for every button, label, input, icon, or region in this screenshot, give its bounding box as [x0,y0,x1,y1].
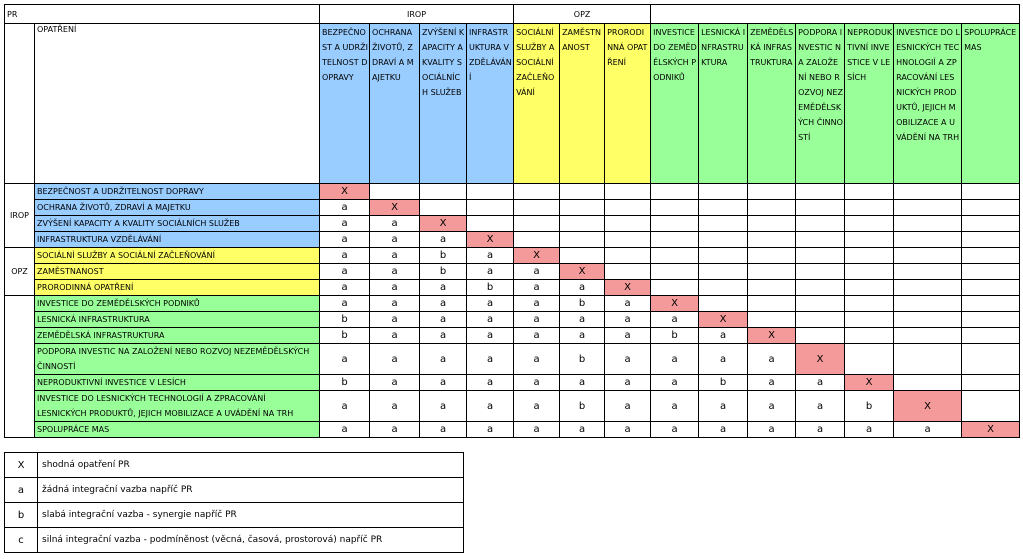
matrix-cell [651,184,699,200]
legend-row [5,478,464,503]
matrix-cell [796,232,845,248]
matrix-cell [605,216,651,232]
column-header: INFRASTRUKTURA VZDĚLÁVÁNÍ [467,24,514,184]
table-row [5,232,1020,248]
matrix-cell: a [796,375,845,391]
matrix-cell: a [651,391,699,422]
matrix-cell: a [320,200,370,216]
matrix-cell: a [420,280,467,296]
matrix-cell [796,296,845,312]
matrix-cell: a [320,296,370,312]
table-row [5,200,1020,216]
matrix-cell: b [420,248,467,264]
legend-symbol: a [5,478,38,503]
column-header: PRORODINNÁ OPATŘENÍ [605,24,651,184]
legend-row [5,503,464,528]
legend-symbol: b [5,503,38,528]
matrix-cell: b [320,312,370,328]
group-header [651,5,1020,24]
matrix-cell [796,184,845,200]
matrix-cell [699,232,748,248]
row-label: INVESTICE DO LESNICKÝCH TECHNOLOGIÍ A ZPRACOVÁNÍ LESNICKÝCH PRODUKTŮ, JEJICH MOBILIZACE A UVÁDĚNÍ NA TRH [35,391,320,422]
matrix-cell: a [514,328,560,344]
legend-text: žádná integrační vazba napříč PR [38,478,464,503]
matrix-cell [651,216,699,232]
matrix-cell [845,200,894,216]
legend-row [5,528,464,553]
matrix-cell [651,200,699,216]
matrix-cell: a [651,375,699,391]
matrix-cell: a [514,391,560,422]
matrix-cell [845,312,894,328]
matrix-cell: a [320,280,370,296]
table-row [5,422,1020,438]
matrix-cell: b [560,344,605,375]
matrix-cell: a [651,422,699,438]
matrix-cell [894,248,962,264]
matrix-cell [514,232,560,248]
matrix-cell: a [420,296,467,312]
matrix-cell: a [370,232,420,248]
matrix-cell [796,264,845,280]
table-row [5,344,1020,375]
matrix-cell: a [651,344,699,375]
matrix-cell: a [467,344,514,375]
matrix-cell: a [467,391,514,422]
row-label: ZAMĚSTNANOST [35,264,320,280]
matrix-cell: a [370,280,420,296]
matrix-cell: a [560,280,605,296]
column-header: ZVÝŠENÍ KAPACITY A KVALITY SOCIÁLNÍCH SLUŽEB [420,24,467,184]
matrix-cell: a [370,264,420,280]
matrix-cell: a [699,344,748,375]
matrix-cell [467,184,514,200]
matrix-cell [962,296,1020,312]
matrix-cell [560,248,605,264]
matrix-cell: a [605,391,651,422]
matrix-cell [894,344,962,375]
matrix-cell: a [560,422,605,438]
matrix-cell [894,280,962,296]
row-group-label: OPZ [5,248,35,296]
matrix-cell [748,296,796,312]
legend-table [4,452,464,553]
matrix-cell: a [699,328,748,344]
matrix-cell: a [748,391,796,422]
matrix-cell [894,296,962,312]
matrix-cell [467,216,514,232]
table-row [5,184,1020,200]
matrix-cell [514,184,560,200]
matrix-cell: a [748,344,796,375]
matrix-cell [651,264,699,280]
matrix-cell: a [605,344,651,375]
matrix-cell: a [467,296,514,312]
matrix-cell: a [370,422,420,438]
matrix-cell: a [605,422,651,438]
matrix-cell: a [560,328,605,344]
matrix-cell [514,200,560,216]
matrix-cell [962,344,1020,375]
matrix-cell: a [514,296,560,312]
matrix-cell [962,248,1020,264]
matrix-cell: b [560,296,605,312]
matrix-cell: a [467,422,514,438]
table-row [5,312,1020,328]
matrix-cell [420,200,467,216]
matrix-cell: a [420,328,467,344]
group-header: OPZ [514,5,651,24]
column-header: ZEMĚDĚLSKÁ INFRASTRUKTURA [748,24,796,184]
matrix-cell: X [699,312,748,328]
matrix-cell: a [605,328,651,344]
row-label: PRORODINNÁ OPATŘENÍ [35,280,320,296]
legend-symbol: c [5,528,38,553]
matrix-cell: a [514,344,560,375]
matrix-cell [605,264,651,280]
matrix-cell: a [320,391,370,422]
matrix-cell: a [320,232,370,248]
matrix-cell [748,200,796,216]
matrix-cell [748,248,796,264]
column-header: NEPRODUKTIVNÍ INVESTICE V LESÍCH [845,24,894,184]
matrix-cell: X [962,422,1020,438]
matrix-cell [370,184,420,200]
matrix-cell: a [467,248,514,264]
matrix-cell: a [605,312,651,328]
matrix-cell [467,200,514,216]
matrix-cell [699,216,748,232]
matrix-cell [748,312,796,328]
table-row [5,248,1020,264]
matrix-cell [748,280,796,296]
matrix-cell [651,248,699,264]
matrix-cell: a [748,375,796,391]
matrix-cell [894,264,962,280]
matrix-cell [796,312,845,328]
row-label: NEPRODUKTIVNÍ INVESTICE V LESÍCH [35,375,320,391]
matrix-cell: a [845,422,894,438]
row-label: INVESTICE DO ZEMĚDĚLSKÝCH PODNIKŮ [35,296,320,312]
matrix-cell: a [420,422,467,438]
matrix-cell [962,312,1020,328]
matrix-cell [605,232,651,248]
matrix-cell: a [320,422,370,438]
matrix-cell: a [420,312,467,328]
row-label: SOCIÁLNÍ SLUŽBY A SOCIÁLNÍ ZAČLEŇOVÁNÍ [35,248,320,264]
matrix-cell [962,216,1020,232]
matrix-cell [514,216,560,232]
matrix-cell [845,248,894,264]
matrix-cell: a [370,248,420,264]
matrix-cell [560,216,605,232]
matrix-cell: b [560,391,605,422]
matrix-cell: X [560,264,605,280]
matrix-cell: X [894,391,962,422]
matrix-cell: X [320,184,370,200]
matrix-cell: a [370,328,420,344]
matrix-cell [651,232,699,248]
matrix-cell [796,328,845,344]
column-header: LESNICKÁ INFRASTRUKTURA [699,24,748,184]
matrix-cell: a [320,264,370,280]
matrix-cell: a [796,422,845,438]
matrix-cell [894,328,962,344]
row-label: SPOLUPRÁCE MAS [35,422,320,438]
matrix-cell [796,280,845,296]
column-header: SOCIÁLNÍ SLUŽBY A SOCIÁLNÍ ZAČLEŇOVÁNÍ [514,24,560,184]
matrix-cell: b [467,280,514,296]
matrix-cell [962,391,1020,422]
table-row [5,328,1020,344]
matrix-cell: a [514,264,560,280]
matrix-cell [748,216,796,232]
matrix-cell [894,184,962,200]
table-row [5,280,1020,296]
matrix-cell [605,248,651,264]
matrix-cell: X [748,328,796,344]
matrix-cell: a [370,312,420,328]
matrix-cell [962,375,1020,391]
column-header: BEZPEČNOST A UDRŽITELNOST DOPRAVY [320,24,370,184]
matrix-cell [699,264,748,280]
matrix-cell: b [420,264,467,280]
matrix-cell: b [845,391,894,422]
matrix-cell: a [560,312,605,328]
table-row [5,296,1020,312]
matrix-cell [699,248,748,264]
matrix-cell [894,216,962,232]
matrix-cell: a [370,391,420,422]
pr-header-blank [5,24,35,184]
matrix-cell [962,280,1020,296]
matrix-cell: a [605,375,651,391]
matrix-cell [894,232,962,248]
matrix-cell [962,184,1020,200]
matrix-cell: b [320,375,370,391]
matrix-cell [605,184,651,200]
matrix-cell: a [467,328,514,344]
column-header: PODPORA INVESTIC NA ZALOŽENÍ NEBO ROZVOJ NEZEMĚDĚLSKÝCH ČINNOSTÍ [796,24,845,184]
matrix-cell [962,200,1020,216]
group-header: IROP [320,5,514,24]
row-label: ZEMĚDĚLSKÁ INFRASTRUKTURA [35,328,320,344]
matrix-cell [651,280,699,296]
matrix-cell [560,184,605,200]
table-row [5,391,1020,422]
pr-header: PR [5,5,320,24]
row-label: PODPORA INVESTIC NA ZALOŽENÍ NEBO ROZVOJ NEZEMĚDĚLSKÝCH ČINNOSTÍ [35,344,320,375]
matrix-cell: b [651,328,699,344]
column-header: ZAMĚSTNANOST [560,24,605,184]
matrix-cell [748,184,796,200]
matrix-cell [845,344,894,375]
matrix-cell: a [894,422,962,438]
matrix-cell: a [370,344,420,375]
matrix-cell [962,328,1020,344]
matrix-cell [748,264,796,280]
matrix-cell: a [514,422,560,438]
matrix-cell: a [699,422,748,438]
matrix-cell: a [320,248,370,264]
matrix-cell: a [796,391,845,422]
matrix-cell [845,216,894,232]
matrix-cell: X [420,216,467,232]
legend-row [5,453,464,478]
matrix-cell [845,232,894,248]
matrix-cell: a [467,375,514,391]
legend-text: silná integrační vazba - podmíněnost (věcná, časová, prostorová) napříč PR [38,528,464,553]
row-group-label [5,296,35,438]
matrix-cell [894,312,962,328]
matrix-cell: a [560,375,605,391]
matrix-cell: a [420,232,467,248]
matrix-cell [560,232,605,248]
matrix-cell: a [514,375,560,391]
matrix-cell [845,296,894,312]
matrix-cell: a [467,312,514,328]
matrix-cell [845,328,894,344]
table-row [5,264,1020,280]
matrix-cell [796,200,845,216]
matrix-cell: b [699,375,748,391]
matrix-cell: X [514,248,560,264]
matrix-cell: a [467,264,514,280]
matrix-cell [845,264,894,280]
matrix-cell [748,232,796,248]
matrix-cell [796,248,845,264]
column-header: OCHRANA ŽIVOTŮ, ZDRAVÍ A MAJETKU [370,24,420,184]
matrix-cell [699,280,748,296]
matrix-cell: a [420,391,467,422]
matrix-cell: a [420,375,467,391]
matrix-cell: X [370,200,420,216]
matrix-cell: a [370,375,420,391]
matrix-cell: X [651,296,699,312]
matrix-cell [962,264,1020,280]
table-row [5,375,1020,391]
matrix-cell: b [320,328,370,344]
row-label: ZVÝŠENÍ KAPACITY A KVALITY SOCIÁLNÍCH SLUŽEB [35,216,320,232]
matrix-cell: X [796,344,845,375]
matrix-cell: a [514,312,560,328]
row-label: BEZPEČNOST A UDRŽITELNOST DOPRAVY [35,184,320,200]
matrix-cell [845,184,894,200]
matrix-cell [894,200,962,216]
column-header: INVESTICE DO ZEMĚDĚLSKÝCH PODNIKŮ [651,24,699,184]
table-row [5,216,1020,232]
matrix-cell: a [420,344,467,375]
matrix-cell: X [467,232,514,248]
matrix-cell: a [605,296,651,312]
matrix-cell [796,216,845,232]
matrix-cell [962,232,1020,248]
row-group-label: IROP [5,184,35,248]
matrix-cell [845,280,894,296]
row-label: LESNICKÁ INFRASTRUKTURA [35,312,320,328]
matrix-cell: a [651,312,699,328]
matrix-cell [894,375,962,391]
matrix-cell: X [845,375,894,391]
matrix-cell [420,184,467,200]
matrix-cell: a [320,216,370,232]
legend-symbol: X [5,453,38,478]
matrix-cell: a [370,216,420,232]
matrix-cell: a [320,344,370,375]
legend-text: slabá integrační vazba - synergie napříč PR [38,503,464,528]
matrix-cell: a [514,280,560,296]
row-label: INFRASTRUKTURA VZDĚLÁVÁNÍ [35,232,320,248]
matrix-cell [605,200,651,216]
matrix-cell [699,184,748,200]
column-header: INVESTICE DO LESNICKÝCH TECHNOLOGIÍ A ZPRACOVÁNÍ LESNICKÝCH PRODUKTŮ, JEJICH MOBILIZACE A UVÁDĚNÍ NA TRH [894,24,962,184]
matrix-cell [699,296,748,312]
opatreni-header: OPATŘENÍ [35,24,320,184]
matrix-cell: a [370,296,420,312]
column-header: SPOLUPRÁCE MAS [962,24,1020,184]
matrix-cell: a [699,391,748,422]
group-header-row [5,5,1020,24]
matrix-cell: a [748,422,796,438]
matrix-cell [560,200,605,216]
column-header-row [5,24,1020,184]
integration-matrix [4,4,1020,438]
matrix-cell [699,200,748,216]
row-label: OCHRANA ŽIVOTŮ, ZDRAVÍ A MAJETKU [35,200,320,216]
matrix-cell: X [605,280,651,296]
legend-text: shodná opatření PR [38,453,464,478]
